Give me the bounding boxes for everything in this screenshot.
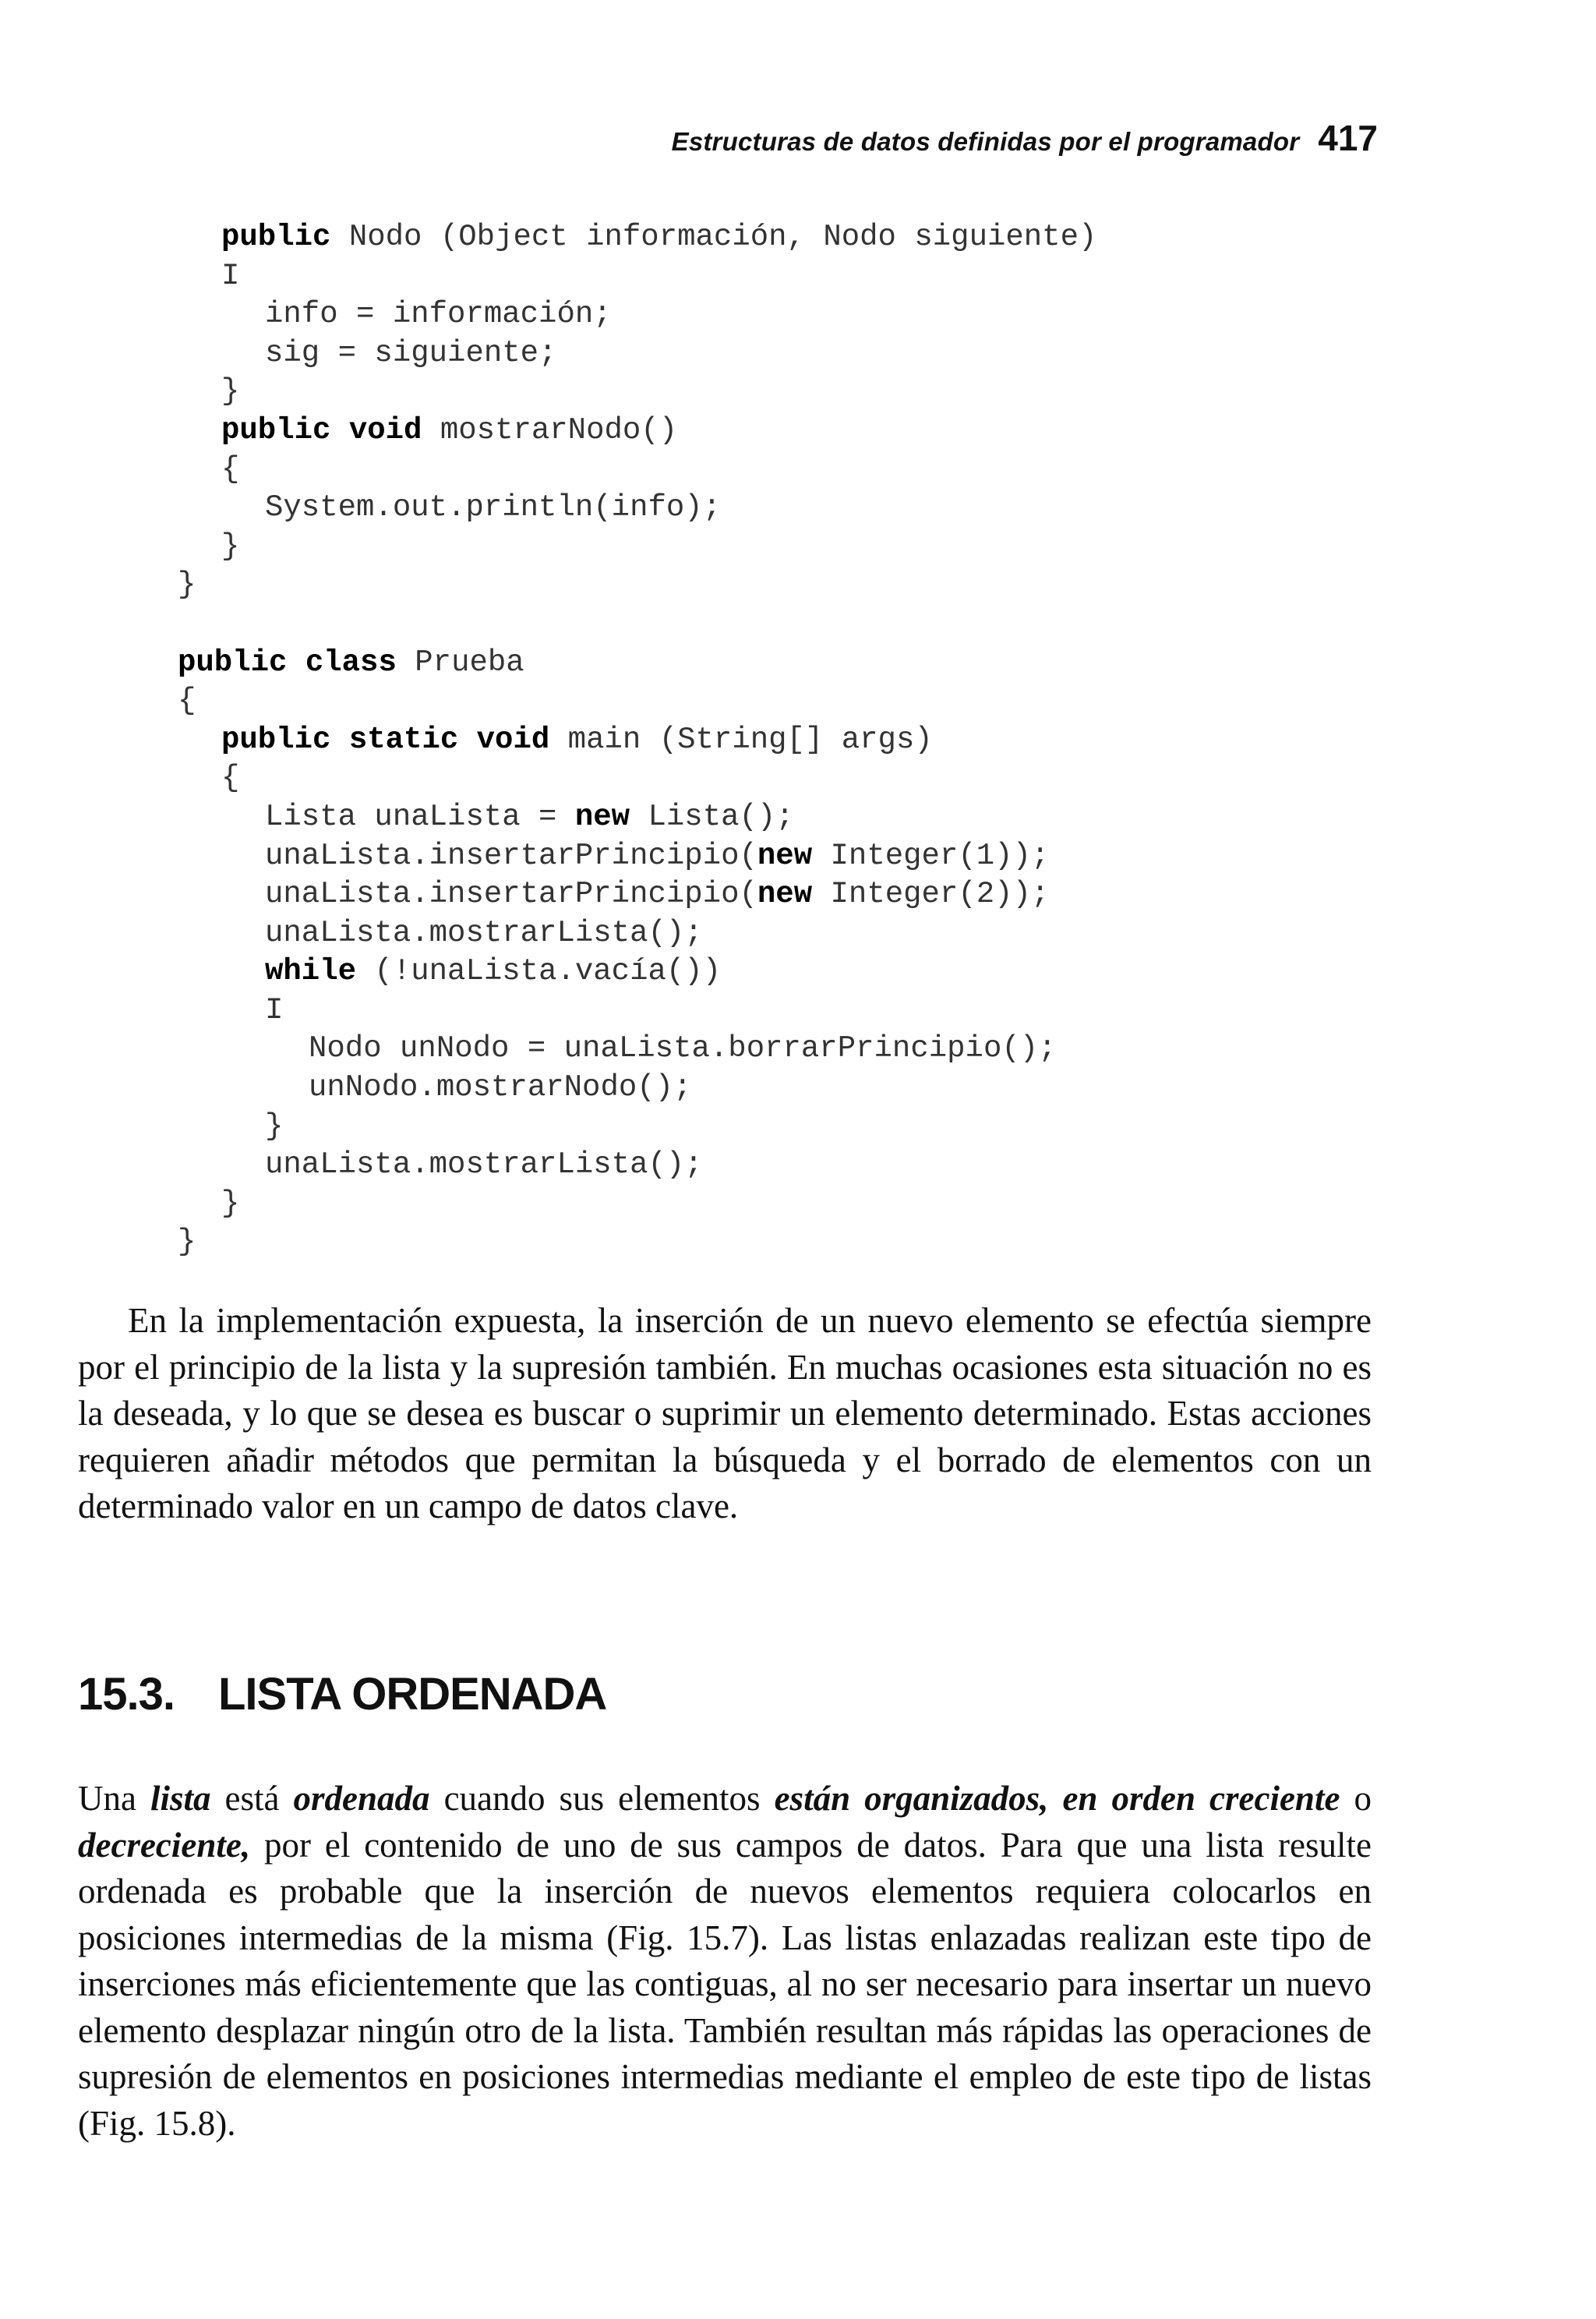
code-line [178, 295, 1096, 334]
p2-emphasis: ordenada [293, 1779, 430, 1818]
code-text: sig = siguiente; [265, 335, 557, 370]
code-text: Lista unaLista = [265, 799, 575, 834]
code-line [178, 992, 1096, 1030]
code-text: info = información; [265, 297, 612, 332]
code-line [178, 759, 1096, 798]
code-text: Nodo unNodo = unaLista.borrarPrincipio(); [309, 1031, 1057, 1066]
code-text: unaLista.insertarPrincipio( [265, 877, 757, 912]
code-line [178, 566, 1096, 605]
paragraph-ordered-list [78, 1776, 1372, 2147]
code-line [178, 1069, 1096, 1108]
code-keyword: new [757, 877, 813, 912]
code-line [178, 451, 1096, 490]
p2-text: por el contenido de uno de sus campos de datos. Para que una lista resulte ordenada es probable que la inserción de nuevos elementos requiera colocarlos en posiciones intermedias de la misma (Fig. 15.7). Las listas enlazadas realizan este tipo de inserciones más eficientemente que las contiguas, al no ser necesario para insertar un nuevo elemento desplazar ningún otro de la lista. También resultan más rápidas las operaciones de supresión de elementos en posiciones intermedias mediante el empleo de este tipo de listas (Fig. 15.8). [78, 1825, 1372, 2143]
code-text: Integer(2)); [812, 877, 1050, 912]
code-text: main (String[] args) [549, 722, 933, 757]
code-line [178, 218, 1096, 257]
code-text: I [265, 992, 284, 1027]
code-text: { [221, 451, 240, 486]
code-line [178, 644, 1096, 683]
running-header [672, 117, 1378, 159]
code-text: } [178, 1225, 196, 1260]
code-text: unNodo.mostrarNodo(); [309, 1070, 692, 1105]
section-number: 15.3. [78, 1669, 175, 1720]
code-text: (!unaLista.vacía()) [356, 954, 722, 989]
code-text: unaLista.mostrarLista(); [265, 1147, 703, 1182]
code-text: } [221, 528, 240, 564]
code-text: System.out.println(info); [265, 490, 722, 525]
p2-text: está [210, 1779, 294, 1818]
code-text: } [221, 374, 240, 409]
section-title: LISTA ORDENADA [218, 1669, 607, 1720]
p2-text: cuando sus elementos [429, 1779, 775, 1818]
code-text: } [221, 1186, 240, 1221]
code-keyword: public class [178, 645, 397, 680]
code-text: Prueba [396, 645, 524, 680]
p2-text: o [1340, 1779, 1372, 1818]
code-text: unaLista.insertarPrincipio( [265, 838, 757, 873]
code-text: Lista(); [630, 799, 794, 834]
code-line [178, 334, 1096, 373]
code-line [178, 528, 1096, 567]
section-heading [78, 1668, 606, 1720]
code-text: } [178, 567, 196, 603]
code-line [178, 1185, 1096, 1224]
code-keyword: public static void [221, 722, 550, 757]
code-line [178, 1146, 1096, 1185]
code-text: unaLista.mostrarLista(); [265, 915, 703, 950]
code-line [178, 1030, 1096, 1069]
code-line [178, 373, 1096, 412]
p2-emphasis: decreciente, [78, 1825, 251, 1865]
code-keyword: public void [221, 412, 422, 447]
code-text: Integer(1)); [812, 838, 1050, 873]
code-text: { [178, 684, 196, 719]
code-line [178, 682, 1096, 721]
code-keyword: new [757, 838, 813, 873]
code-line [178, 605, 1096, 644]
code-line [178, 1108, 1096, 1147]
code-line [178, 721, 1096, 760]
p2-text: Una [78, 1779, 150, 1818]
header-title: Estructuras de datos definidas por el programador [671, 127, 1300, 156]
page-number: 417 [1318, 118, 1378, 158]
code-keyword: public [221, 220, 331, 254]
code-line [178, 914, 1096, 953]
code-keyword: while [265, 954, 357, 989]
code-line [178, 412, 1096, 451]
code-line [178, 953, 1096, 992]
code-keyword: new [574, 799, 630, 834]
code-line [178, 875, 1096, 914]
code-text: Nodo (Object información, Nodo siguiente) [330, 220, 1097, 254]
p2-emphasis: están organizados, en orden creciente [774, 1779, 1340, 1818]
code-listing [178, 218, 1096, 1262]
code-line [178, 257, 1096, 296]
paragraph-implementation: En la implementación expuesta, la inserción de un nuevo elemento se efectúa siempre por el principio de la lista y la supresión también. En muchas ocasiones esta situación no es la deseada, y lo que se desea es buscar o suprimir un elemento determinado. Estas acciones requieren añadir métodos que permitan la búsqueda y el borrado de elementos con un determinado valor en un campo de datos clave. [78, 1301, 1372, 1525]
code-line [178, 489, 1096, 528]
code-line [178, 837, 1096, 876]
code-text: { [221, 761, 240, 796]
code-line [178, 1223, 1096, 1262]
code-line [178, 798, 1096, 837]
code-text: mostrarNodo() [422, 412, 678, 447]
p2-emphasis: lista [150, 1779, 211, 1818]
code-text: } [265, 1108, 284, 1144]
code-text: I [221, 258, 240, 293]
